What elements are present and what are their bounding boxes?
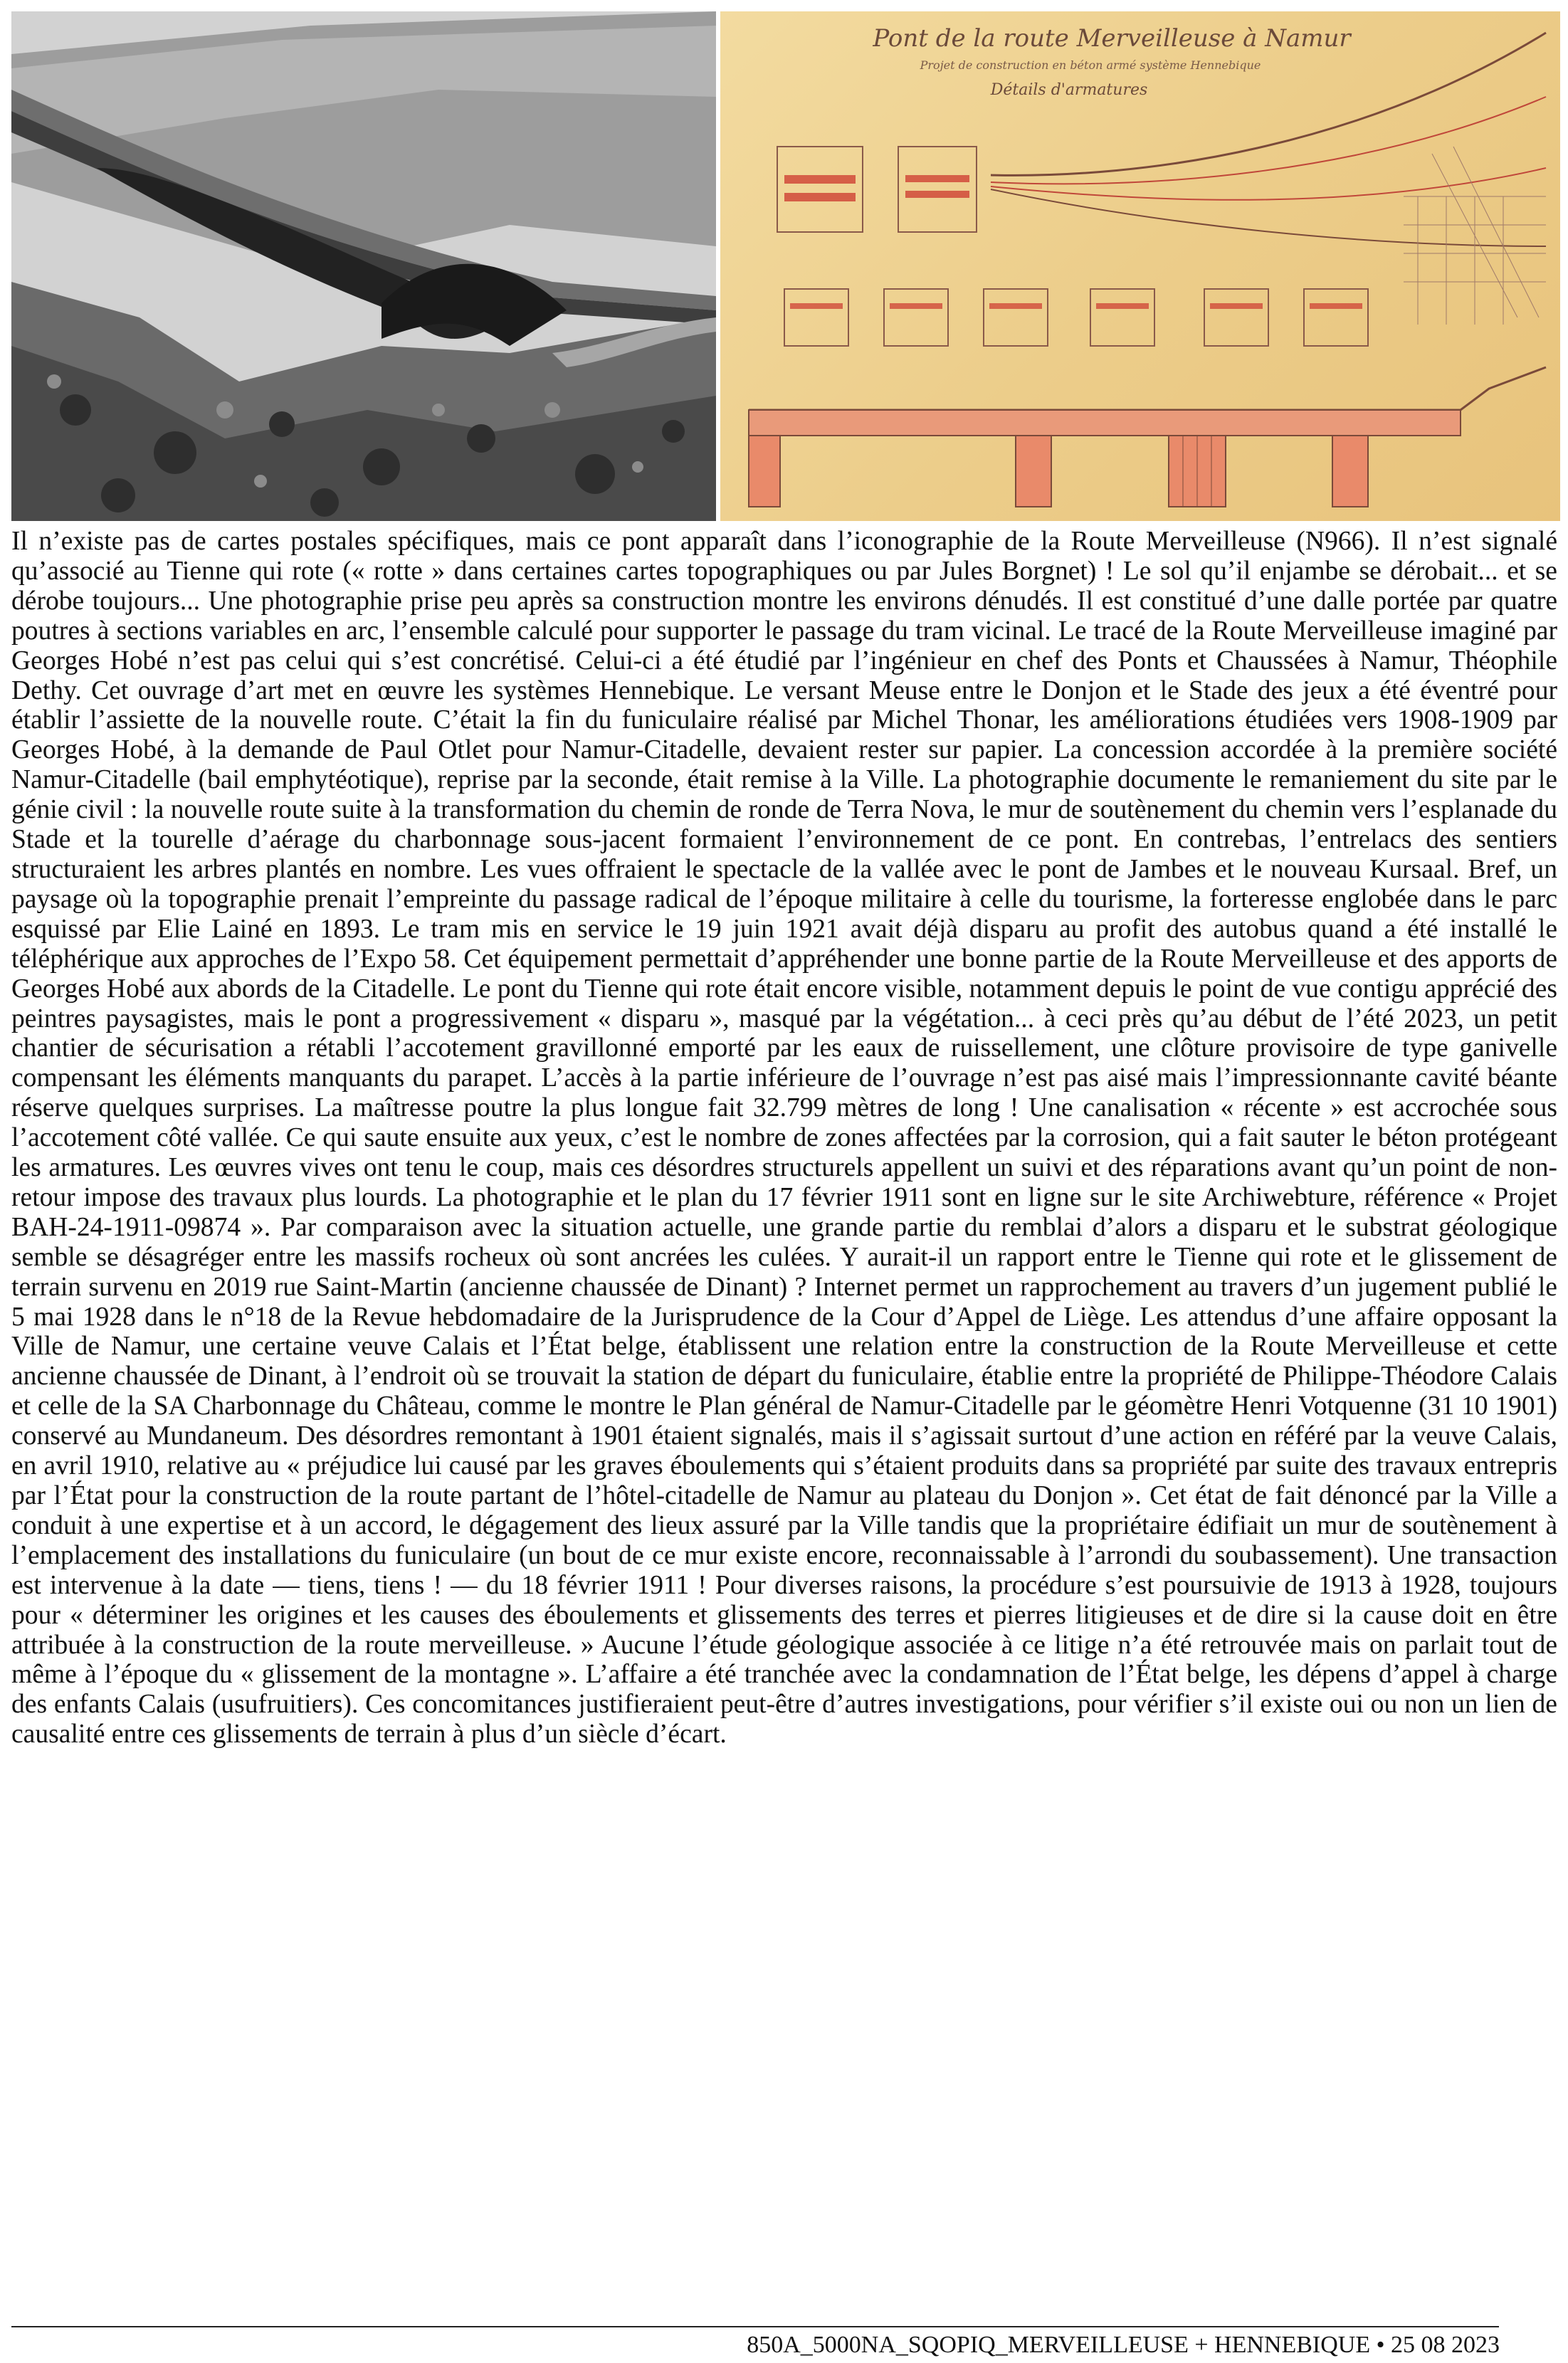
plan-subtitle: Projet de construction en béton armé système Hennebique	[920, 58, 1261, 72]
plan-title: Pont de la route Merveilleuse à Namur	[873, 24, 1351, 53]
footer-rule	[11, 2326, 1499, 2327]
plan-detail-label: Détails d'armatures	[990, 81, 1148, 99]
bridge-photo-graphic	[11, 11, 716, 521]
body-paragraph: Il n’existe pas de cartes postales spécifiques, mais ce pont apparaît dans l’iconographie de la Route Merveilleuse (N966). Il n’est signalé qu’associé au Tienne qui rote (« rotte » dans certaines cartes topographiques ou par Jules Borgnet) ! Le sol qu’il enjambe se dérobait... et se dérobe toujours... Une photographie prise peu après sa construction montre les environs dénudés. Il est constitué d’une dalle portée par quatre poutres à sections variables en arc, l’ensemble calculé pour supporter le passage du tram vicinal. Le tracé de la Route Merveilleuse imaginé par Georges Hobé n’est pas celui qui s’est concrétisé. Celui-ci a été étudié par l’ingénieur en chef des Ponts et Chaussées à Namur, Théophile Dethy. Cet ouvrage d’art met en œuvre les systèmes Hennebique. Le versant Meuse entre le Donjon et le Stade des jeux a été éventré pour établir l’assiette de la nouvelle route. C’était la fin du funiculaire réalisé par Michel Thonar, les améliorations étudiées vers 1908-1909 par Georges Hobé, à la demande de Paul Otlet pour Namur-Citadelle, devaient rester sur papier. La concession accordée à la première société Namur-Citadelle (bail emphytéotique), reprise par la seconde, était remise à la Ville. La photographie documente le remaniement du site par le génie civil : la nouvelle route suite à la transformation du chemin de ronde de Terra Nova, le mur de soutènement du chemin vers l’esplanade du Stade et la tourelle d’aérage du charbonnage sous-jacent formaient l’environnement de ce pont. En contrebas, l’entrelacs des sentiers structuraient les arbres plantés en nombre. Les vues offraient le spectacle de la vallée avec le pont de Jambes et le nouveau Kursaal. Bref, un paysage où la topographie prenait l’empreinte du passage radical de l’époque militaire à celle du tourisme, la forteresse englobée dans le parc esquissé par Elie Lainé en 1893. Le tram mis en service le 19 juin 1921 avait déjà disparu au profit des autobus quand a été installé le téléphérique aux approches de l’Expo 58. Cet équipement permettait d’appréhender une bonne partie de la Route Merveilleuse et des apports de Georges Hobé aux abords de la Citadelle. Le pont du Tienne qui rote était encore visible, notamment depuis le point de vue contigu apprécié des peintres paysagistes, mais le pont a progressivement « disparu », masqué par la végétation... à ceci près qu’au début de l’été 2023, un petit chantier de sécurisation a rétabli l’accotement gravillonné emporté par les eaux de ruissellement, une clôture provisoire de type ganivelle compensant les éléments manquants du parapet. L’accès à la partie inférieure de l’ouvrage n’est pas aisé mais l’impressionnante cavité béante réserve quelques surprises. La maîtresse poutre la plus longue fait 32.799 mètres de long ! Une canalisation « récente » est accrochée sous l’accotement côté vallée. Ce qui saute ensuite aux yeux, c’est le nombre de zones affectées par la corrosion, qui a fait sauter le béton protégeant les armatures. Les œuvres vives ont tenu le coup, mais ces désordres structurels appellent un suivi et des réparations avant qu’un point de non-retour impose des travaux plus lourds. La photographie et le plan du 17 février 1911 sont en ligne sur le site Archiwebture, référence « Projet BAH-24-1911-09874 ». Par comparaison avec la situation actuelle, une grande partie du remblai d’alors a disparu et le substrat géologique semble se désagréger entre les massifs rocheux où sont ancrées les culées. Y aurait-il un rapport entre le Tienne qui rote et le glissement de terrain survenu en 2019 rue Saint-Martin (ancienne chaussée de Dinant) ? Internet permet un rapprochement au travers d’un jugement publié le 5 mai 1928 dans le n°18 de la Revue hebdomadaire de la Jurisprudence de la Cour d’Appel de Liège. Les attendus d’une affaire opposant la Ville de Namur, une certaine veuve Calais et l’État belge, établissent une relation entre la construction de la Route Merveilleuse et cette ancienne chaussée de Dinant, à l’endroit où se trouvait la station de départ du funiculaire, établie entre la propriété de Philippe-Théodore Calais et celle de la SA Charbonnage du Château, comme le montre le Plan général de Namur-Citadelle par le géomètre Henri Votquenne (31 10 1901) conservé au Mundaneum. Des désordres remontant à 1901 étaient signalés, mais il s’agissait surtout d’une action en référé par la veuve Calais, en avril 1910, relative au « préjudice lui causé par les graves éboulements qui s’étaient produits dans sa propriété par suite des travaux entrepris par l’État pour la construction de la route partant de l’hôtel-citadelle de Namur au plateau du Donjon ». Cet état de fait dénoncé par la Ville a conduit à une expertise et à un accord, le dégagement des lieux assuré par la Ville tandis que la propriétaire édifiait un mur de soutènement à l’emplacement des installations du funiculaire (un bout de ce mur existe encore, reconnaissable à l’arrondi du soubassement). Une transaction est intervenue à la date — tiens, tiens ! — du 18 février 1911 ! Pour diverses raisons, la procédure s’est poursuivie de 1913 à 1928, toujours pour « déterminer les origines et les causes des éboulements et glissements des terres et pierres litigieuses et de dire si la cause doit en être attribuée à la construction de la route merveilleuse. » Aucune l’étude géologique associée à ce litige n’a été retrouvée mais on parlait tout de même à l’époque du « glissement de la montagne ». L’affaire a été tranchée avec la condamnation de l’État belge, les dépens d’appel à charge des enfants Calais (usufruitiers). Ces concomitances justifieraient peut-être d’autres investigations, pour vérifier s’il existe oui ou non un lien de causalité entre ces glissements de terrain à plus d’un siècle d’écart.	[11, 527, 1557, 1749]
engineering-plan	[720, 11, 1560, 521]
bridge-photo	[11, 11, 716, 521]
footer-reference: 850A_5000NA_SQOPIQ_MERVEILLEUSE + HENNEBIQUE • 25 08 2023	[747, 2332, 1500, 2358]
